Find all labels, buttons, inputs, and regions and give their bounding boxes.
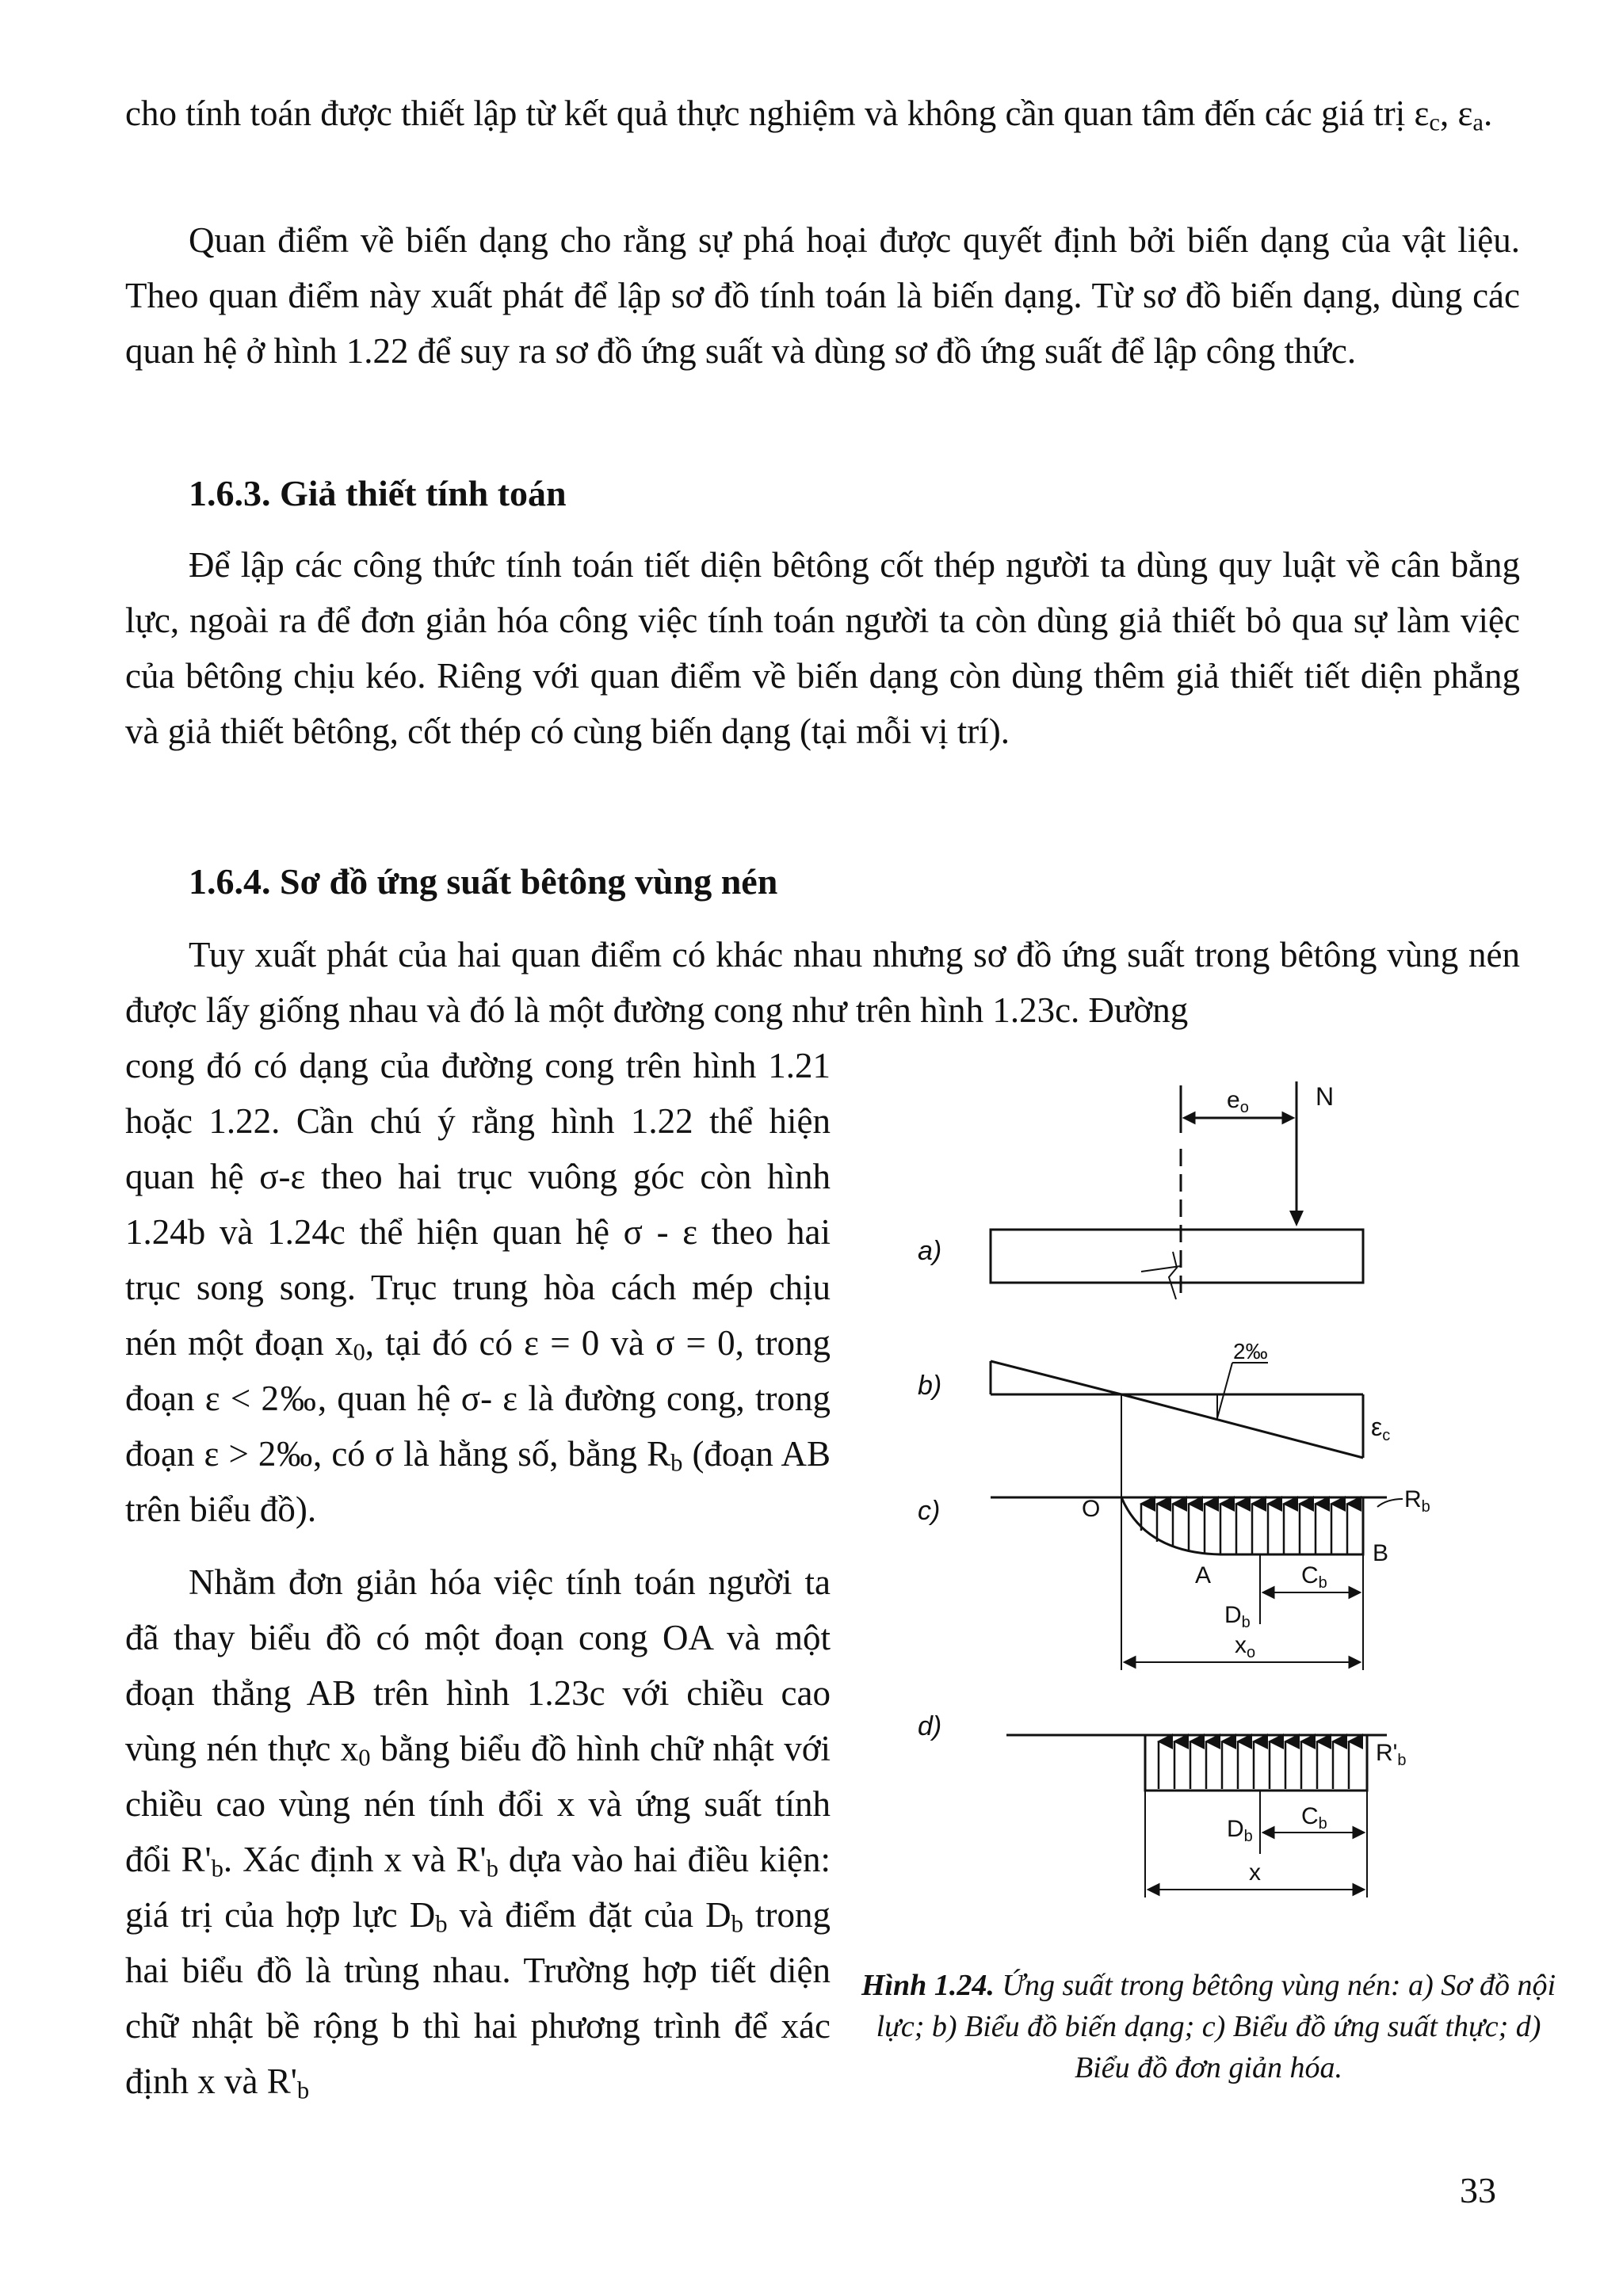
label-eccentricity: $e_o$: [1227, 1087, 1249, 1116]
label-Cb-simplified: $C_b$: [1301, 1803, 1327, 1833]
label-point-B: B: [1373, 1540, 1389, 1566]
label-d: d): [918, 1711, 942, 1741]
label-Cb-actual: $C_b$: [1301, 1562, 1327, 1592]
section-heading-1-6-3: 1.6.3. Giả thiết tính toán: [189, 473, 567, 513]
label-x0: $x_o$: [1235, 1632, 1256, 1661]
label-a: a): [918, 1236, 942, 1266]
section-heading-1-6-4: 1.6.4. Sơ đồ ứng suất bêtông vùng nén: [189, 861, 778, 902]
label-point-A: A: [1195, 1562, 1212, 1589]
label-two-permil: 2‰: [1233, 1339, 1268, 1363]
label-b: b): [918, 1371, 942, 1401]
figure-caption: Hình 1.24. Ứng suất trong bêtông vùng nén: a) Sơ đồ nội lực; b) Biểu đồ biến dạng; c) Biểu đồ ứng suất thực; d) Biểu đồ đơn giản hóa.: [861, 1969, 1556, 2084]
figure-1-24: [872, 1030, 1553, 1981]
label-Db-simplified: $D_b$: [1227, 1816, 1253, 1845]
paragraph-simplification: Nhằm đơn giản hóa việc tính toán người ta đã thay biểu đồ có một đoạn cong OA và một đoạn thẳng AB trên hình 1.23c với chiều cao vùng nén thực $x_0$ bằng biểu đồ hình chữ nhật với chiều cao vùng nén tính đổi x và ứng suất tính đổi $R'_b$. Xác định x và $R'_b$ dựa vào hai điều kiện: giá trị của hợp lực $D_b$ và điểm đặt của $D_b$ trong hai biểu đồ là trùng nhau. Trường hợp tiết diện chữ nhật bề rộng b thì hai phương trình để xác định x và $R'_b$: [125, 1562, 831, 2104]
paragraph-assumptions: Để lập các công thức tính toán tiết diện bêtông cốt thép người ta dùng quy luật về cân bằng lực, ngoài ra để đơn giản hóa công việc tính toán người ta còn dùng giả thiết bỏ qua sự làm việc của bêtông chịu kéo. Riêng với quan điểm về biến dạng còn dùng thêm giả thiết tiết diện phẳng và giả thiết bêtông, cốt thép có cùng biến dạng (tại mỗi vị trí).: [125, 545, 1520, 751]
label-force-N: N: [1316, 1082, 1335, 1111]
label-x-simplified: x: [1249, 1859, 1261, 1886]
paragraph-deformation-view: Quan điểm về biến dạng cho rằng sự phá hoại được quyết định bởi biến dạng của vật liệu. Theo quan điểm này xuất phát để lập sơ đồ tính toán là biến dạng. Từ sơ đồ biến dạng, dùng các quan hệ ở hình 1.22 để suy ra sơ đồ ứng suất và dùng sơ đồ ứng suất để lập công thức.: [125, 220, 1520, 371]
label-Db-actual: $D_b$: [1224, 1602, 1251, 1631]
paragraph-stress-diagram-intro: Tuy xuất phát của hai quan điểm có khác nhau nhưng sơ đồ ứng suất trong bêtông vùng nén được lấy giống nhau và đó là một đường cong như trên hình 1.23c. Đường: [125, 935, 1520, 1030]
label-point-O: O: [1082, 1496, 1101, 1522]
diagram-a-internal-forces: [991, 1081, 1363, 1299]
paragraph-stress-diagram-column: cong đó có dạng của đường cong trên hình 1.21 hoặc 1.22. Cần chú ý rằng hình 1.22 thể hiện quan hệ σ-ε theo hai trục vuông góc còn hình 1.24b và 1.24c thể hiện quan hệ σ - ε theo hai trục song song. Trục trung hòa cách mép chịu nén một đoạn $x_0$, tại đó có ε = 0 và σ = 0, trong đoạn ε < 2‰, quan hệ σ- ε là đường cong, trong đoạn ε > 2‰, có σ là hằng số, bằng $R_b$ (đoạn AB trên biểu đồ).: [125, 1046, 831, 1529]
paragraph-continuation: cho tính toán được thiết lập từ kết quả thực nghiệm và không cần quan tâm đến các giá trị $\varepsilon_c$, $\varepsilon_a$.: [125, 93, 1493, 136]
label-c: c): [918, 1496, 941, 1526]
diagram-b-strain: [991, 1361, 1363, 1670]
label-strain-eps: εc: [1371, 1413, 1391, 1444]
label-stress-Rprime-b: $R'_b$: [1376, 1740, 1407, 1769]
diagram-d-simplified: [1006, 1735, 1387, 1897]
page-number: 33: [1460, 2170, 1496, 2210]
label-stress-Rb: $R_b$: [1404, 1486, 1430, 1516]
